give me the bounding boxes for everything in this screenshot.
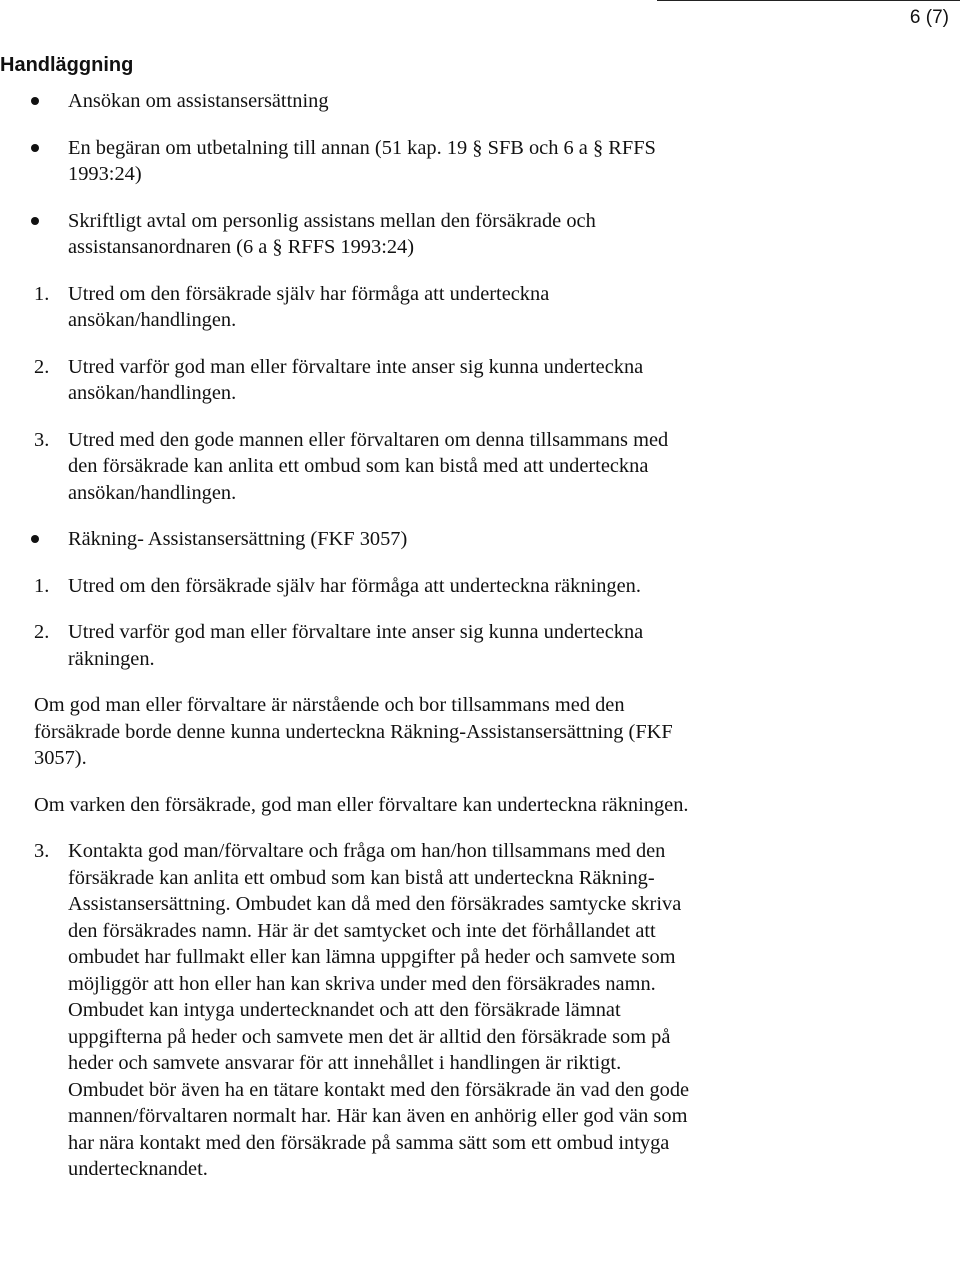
step-text: Utred om den försäkrade själv har förmåga att underteckna räkningen. bbox=[68, 574, 641, 597]
bullet-icon bbox=[31, 144, 39, 152]
step-text: Utred varför god man eller förvaltare inte anser sig kunna underteckna räkningen. bbox=[68, 621, 644, 670]
numbered-step bbox=[0, 573, 700, 600]
step-number: 3. bbox=[34, 428, 50, 451]
numbered-step bbox=[0, 427, 700, 507]
page-number: 6 (7) bbox=[909, 7, 949, 28]
paragraph: Om god man eller förvaltare är närstående och bor tillsammans med den försäkrade borde denne kunna underteckna Räkning-Assistansersättning (FKF 3057). bbox=[34, 694, 673, 769]
numbered-step bbox=[0, 838, 700, 1183]
bullet-text: Räkning- Assistansersättning (FKF 3057) bbox=[68, 528, 408, 550]
bullet-text: Ansökan om assistansersättning bbox=[68, 90, 329, 112]
section-heading: Handläggning bbox=[0, 54, 134, 76]
bullet-item bbox=[0, 526, 700, 553]
step-number: 3. bbox=[34, 840, 50, 862]
bullet-item bbox=[0, 135, 700, 188]
step-number: 1. bbox=[34, 574, 50, 597]
numbered-step bbox=[0, 354, 700, 407]
header-rule bbox=[657, 0, 960, 1]
bullet-icon bbox=[31, 217, 39, 225]
bullet-text: Skriftligt avtal om personlig assistans mellan den försäkrade och assistansanordnaren (6 a § RFFS 1993:24) bbox=[68, 209, 596, 258]
bullet-text: En begäran om utbetalning till annan (51 kap. 19 § SFB och 6 a § RFFS 1993:24) bbox=[68, 136, 656, 185]
step-text: Utred med den gode mannen eller förvaltaren om denna tillsammans med den försäkrade kan anlita ett ombud som kan bistå med att underteckna ansökan/handlingen. bbox=[68, 428, 669, 504]
paragraph: Om varken den försäkrade, god man eller förvaltare kan underteckna räkningen. bbox=[34, 793, 689, 816]
numbered-step bbox=[0, 281, 700, 334]
bullet-item bbox=[0, 88, 700, 115]
document-body bbox=[0, 88, 700, 1203]
step-number: 2. bbox=[34, 621, 50, 643]
step-text: Utred om den försäkrade själv har förmåga att underteckna ansökan/handlingen. bbox=[68, 282, 550, 331]
bullet-icon bbox=[31, 535, 39, 543]
step-number: 2. bbox=[34, 355, 50, 378]
bullet-item bbox=[0, 208, 700, 261]
bullet-icon bbox=[31, 97, 39, 105]
step-text: Kontakta god man/förvaltare och fråga om han/hon tillsammans med den försäkrade kan anlita ett ombud som kan bistå att underteckna Räkning- Assistansersättning. Ombudet kan då med den försäkrades samtycke skriva den försäkrades namn. Här är det samtycket och inte det förhållandet att ombudet har fullmakt eller kan lämna uppgifter på heder och samvete som möjliggör att hon eller han kan skriva under med den försäkrades namn. Ombudet kan intyga undertecknandet och att den försäkrade lämnat uppgifterna på heder och samvete men det är alltid den försäkrade som på heder och samvete ansvarar för att innehållet i handlingen är riktigt. Ombudet bör även ha en tätare kontakt med den försäkrade än vad den gode mannen/förvaltaren normalt har. Här kan även en anhörig eller god vän som har nära kontakt med den försäkrade på samma sätt som ett ombud intyga undertecknandet. bbox=[68, 840, 690, 1180]
step-text: Utred varför god man eller förvaltare inte anser sig kunna underteckna ansökan/handlingen. bbox=[68, 355, 644, 404]
step-number: 1. bbox=[34, 282, 50, 305]
numbered-step bbox=[0, 619, 700, 672]
